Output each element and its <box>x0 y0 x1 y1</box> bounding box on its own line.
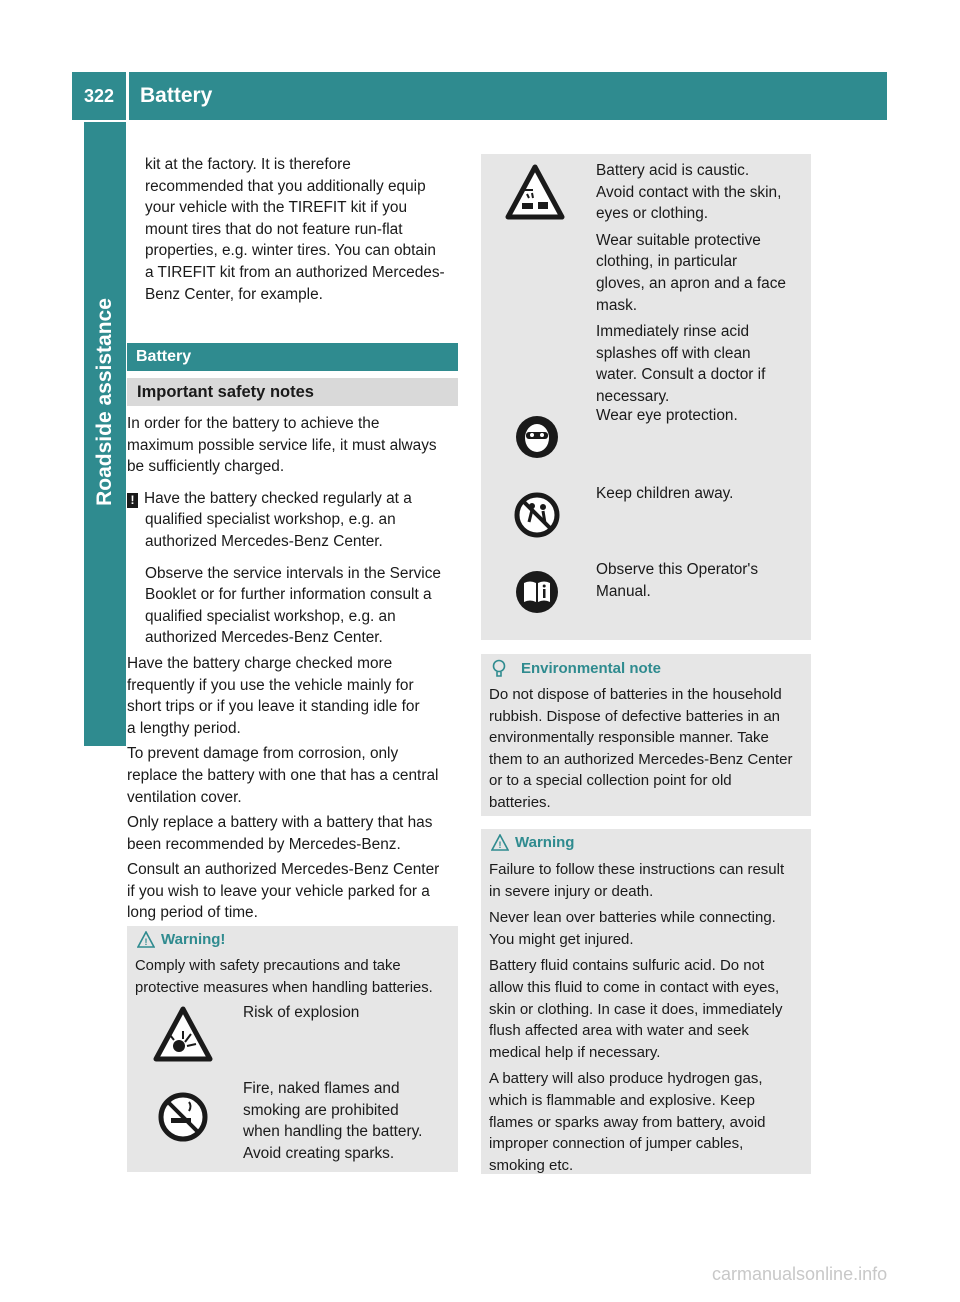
environmental-note-text: Do not dispose of batteries in the household rubbish. Dispose of defective batteries in an environmentally responsible manner. Take them to an authorized Mercedes-Benz Center or to a special collection point for old batteries. <box>489 686 793 811</box>
keep-children-away-icon <box>514 492 560 538</box>
symbol-label-explosion: Risk of explosion <box>243 1004 360 1021</box>
symbol-label-eye: Wear eye protection. <box>596 407 738 424</box>
symbol-label-children: Keep children away. <box>596 485 734 502</box>
warning-triangle-icon <box>491 834 509 851</box>
warning-text: Failure to follow these instructions can result in severe injury or death. Never lean over batteries while connecting. You might get injured. Battery fluid contains sulfuric acid. Do not allow this fluid to come in contact with eyes, skin or clothing. In case it does, immediately flush affected area with water and seek medical help if necessary. A battery will also produce hydrogen gas, which is flammable and explosive. Keep flames or sparks away from battery, avoid improper connection of jumper cables, smoking etc. <box>489 861 785 1174</box>
section-heading-battery: Battery <box>127 343 458 371</box>
svg-text:!: ! <box>498 840 502 850</box>
symbol-label-manual: Observe this Operator's Manual. <box>596 561 759 600</box>
symbol-label-acid: Battery acid is caustic. Avoid contact with the skin, eyes or clothing. Wear suitable protective clothing, in particular gloves, an apron and a face mask. Immediately rinse acid splashes off with clean water. Consult a doctor if necessary. <box>596 162 786 405</box>
header-divider <box>126 72 129 120</box>
paragraph: Consult an authorized Mercedes-Benz Center if you wish to leave your vehicle parked for a long period of time. <box>127 861 440 922</box>
paragraph: Have the battery charge checked more frequently if you use the vehicle mainly for short trips or if you leave it standing idle for a lengthy period. <box>127 654 420 737</box>
intro-paragraph: kit at the factory. It is therefore recommended that you additionally equip your vehicle with the TIREFIT kit if you mount tires that do not feature run-flat properties, e.g. winter tires. You can obtain a TIREFIT kit from an authorized Mercedes- Benz Center, for example. <box>145 156 445 303</box>
watermark: carmanualsonline.info <box>712 1264 888 1284</box>
paragraph: To prevent damage from corrosion, only replace the battery with one that has a central ventilation cover. <box>127 745 439 806</box>
page-title: Battery <box>140 84 213 107</box>
operators-manual-icon <box>515 570 559 614</box>
warning-triangle-icon <box>137 931 155 948</box>
warning-box-battery <box>481 829 811 1174</box>
no-smoking-icon <box>157 1091 209 1143</box>
warning-box-explosion <box>127 926 458 1172</box>
warning-text: Comply with safety precautions and take protective measures when handling batteries. <box>135 958 433 996</box>
side-tab-label: Roadside assistance <box>93 298 117 506</box>
paragraph: Only replace a battery with a battery that has been recommended by Mercedes-Benz. <box>127 814 433 853</box>
svg-text:!: ! <box>144 937 148 947</box>
explosion-hazard-icon <box>153 1006 213 1062</box>
symbol-label-fire: Fire, naked flames and smoking are prohibited when handling the battery. Avoid creating sparks. <box>243 1080 423 1162</box>
corrosive-hazard-icon <box>505 164 565 220</box>
caution-note: ! Have the battery checked regularly at a qualified specialist workshop, e.g. an authorized Mercedes-Benz Center. Observe the service intervals in the Service Booklet or for further information consult a qualified specialist workshop, e.g. an authorized Mercedes-Benz Center. <box>127 488 462 649</box>
body-text <box>127 413 462 924</box>
battery-symbols-panel <box>481 154 811 640</box>
warning-title: ! Warning <box>491 834 574 851</box>
eye-protection-icon <box>515 415 559 459</box>
warning-title: ! Warning! <box>137 931 225 948</box>
environmental-note-box <box>481 654 811 816</box>
lightbulb-icon <box>491 659 507 678</box>
paragraph: In order for the battery to achieve the maximum possible service life, it must always be sufficiently charged. <box>127 415 437 476</box>
page-number: 322 <box>83 85 115 106</box>
environmental-note-title: Environmental note <box>491 659 661 678</box>
exclamation-icon: ! <box>127 493 138 508</box>
subsection-heading-safety: Important safety notes <box>127 378 458 406</box>
